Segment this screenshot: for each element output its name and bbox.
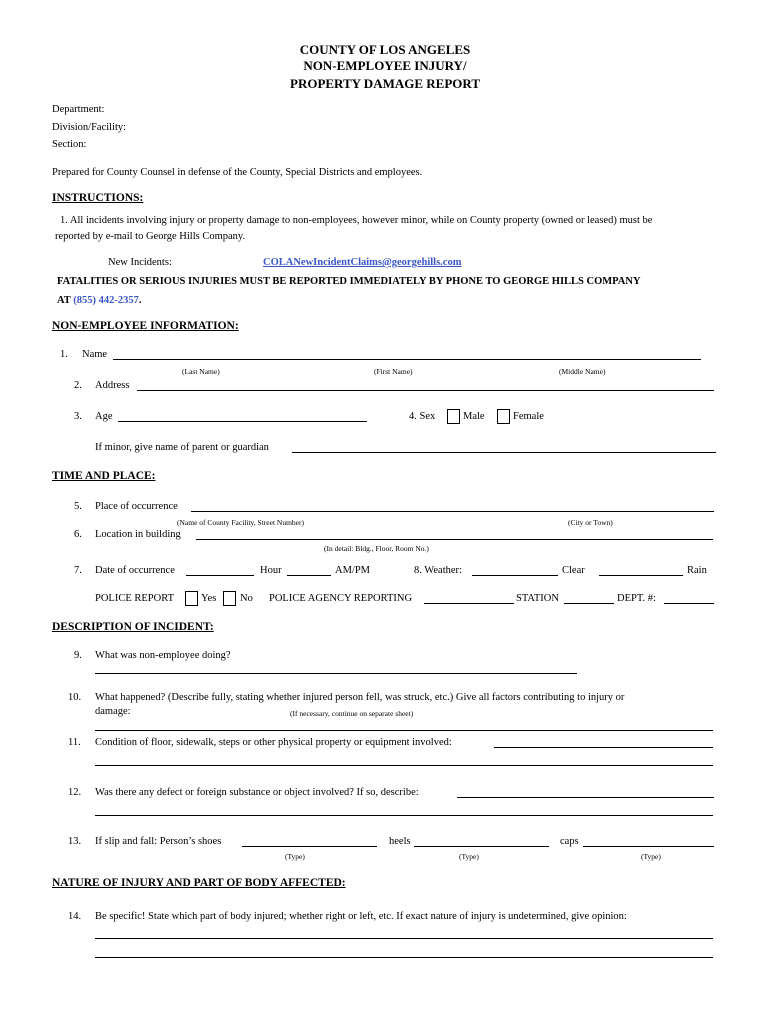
male-checkbox[interactable] (447, 409, 460, 424)
q13-number: 13. (68, 836, 82, 847)
police-no-checkbox[interactable] (223, 591, 236, 606)
female-checkbox[interactable] (497, 409, 510, 424)
last-name-hint: (Last Name) (182, 367, 220, 376)
separate-sheet-hint: (If necessary, continue on separate sheet) (290, 709, 414, 718)
q3-number: 3. (74, 411, 82, 422)
description-heading: DESCRIPTION OF INCIDENT: (52, 621, 214, 633)
email-link[interactable]: COLANewIncidentClaims@georgehills.com (263, 257, 462, 268)
division-label: Division/Facility: (52, 122, 127, 133)
time-place-heading: TIME AND PLACE: (52, 470, 156, 482)
condition-field-2[interactable] (95, 765, 713, 766)
fatalities-line: FATALITIES OR SERIOUS INJURIES MUST BE REPORTED IMMEDIATELY BY PHONE TO GEORGE HILLS COMPANY (57, 276, 641, 287)
q7-number: 7. (74, 565, 82, 576)
age-label: Age (95, 411, 113, 422)
q9-number: 9. (74, 650, 82, 661)
form-title-line3: PROPERTY DAMAGE REPORT (290, 76, 480, 91)
injury-field-2[interactable] (95, 957, 713, 958)
instructions-line1: 1. All incidents involving injury or property damage to non-employees, however minor, while on County property (owned or leased) must be (60, 215, 653, 226)
defect-field-2[interactable] (95, 815, 713, 816)
guardian-field[interactable] (292, 452, 716, 453)
specific-label: Be specific! State which part of body injured; whether right or left, etc. If exact nature of injury is undetermined, give opinion: (95, 911, 627, 922)
injury-field-1[interactable] (95, 938, 713, 939)
form-title-line2: NON-EMPLOYEE INJURY/ (303, 58, 467, 73)
name-field[interactable] (113, 359, 701, 360)
shoes-type-hint: (Type) (285, 852, 305, 861)
fatalities-at-label: AT (57, 295, 71, 306)
condition-label: Condition of floor, sidewalk, steps or other physical property or equipment involved: (95, 737, 452, 748)
address-field[interactable] (137, 390, 714, 391)
middle-name-hint: (Middle Name) (559, 367, 606, 376)
instructions-line2: reported by e-mail to George Hills Company. (55, 231, 246, 242)
hour-field[interactable] (287, 575, 331, 576)
nonemployee-heading: NON-EMPLOYEE INFORMATION: (52, 320, 239, 332)
date-field[interactable] (186, 575, 254, 576)
sex-label: 4. Sex (409, 411, 436, 422)
caps-field[interactable] (583, 846, 714, 847)
hour-label: Hour (260, 565, 282, 576)
happened-field[interactable] (95, 730, 713, 731)
minor-label: If minor, give name of parent or guardian (95, 442, 269, 453)
date-label: Date of occurrence (95, 565, 175, 576)
q14-number: 14. (68, 911, 82, 922)
location-field[interactable] (196, 539, 713, 540)
shoes-field[interactable] (242, 846, 377, 847)
heels-field[interactable] (414, 846, 549, 847)
fatalities-period: . (138, 295, 142, 306)
department-label: Department: (52, 104, 105, 115)
condition-field-1[interactable] (494, 747, 713, 748)
q6-number: 6. (74, 529, 82, 540)
new-incidents-label: New Incidents: (108, 257, 172, 268)
police-no-label: No (240, 593, 253, 604)
name-label: Name (82, 349, 108, 360)
male-label: Male (463, 411, 485, 422)
agency-label: POLICE AGENCY REPORTING (269, 593, 413, 604)
station-field[interactable] (564, 603, 614, 604)
heels-label: heels (389, 836, 411, 847)
q2-number: 2. (74, 380, 82, 391)
location-label: Location in building (95, 529, 181, 540)
caps-label: caps (560, 836, 579, 847)
section-label: Section: (52, 139, 87, 150)
place-label: Place of occurrence (95, 501, 178, 512)
weather-label: 8. Weather: (414, 565, 462, 576)
clear-label: Clear (562, 565, 585, 576)
police-yes-label: Yes (201, 593, 217, 604)
rain-label: Rain (687, 565, 707, 576)
police-report-label: POLICE REPORT (95, 593, 175, 604)
doing-field[interactable] (95, 673, 577, 674)
police-yes-checkbox[interactable] (185, 591, 198, 606)
dept-label: DEPT. #: (617, 593, 656, 604)
phone-number[interactable]: (855) 442-2357 (73, 295, 139, 306)
fatalities-at (57, 295, 142, 306)
instructions-heading: INSTRUCTIONS: (52, 192, 144, 204)
injury-heading: NATURE OF INJURY AND PART OF BODY AFFECTED: (52, 877, 346, 889)
happened-label: What happened? (Describe fully, stating whether injured person fell, was struck, etc.) Give all factors contributing to injury or (95, 692, 625, 703)
city-hint: (City or Town) (568, 518, 613, 527)
shoes-label: If slip and fall: Person’s shoes (95, 836, 222, 847)
defect-field-1[interactable] (457, 797, 714, 798)
detail-hint: (In detail: Bldg., Floor, Room No.) (324, 544, 429, 553)
heels-type-hint: (Type) (459, 852, 479, 861)
female-label: Female (513, 411, 544, 422)
weather-rain-field[interactable] (599, 575, 683, 576)
q1-number: 1. (60, 349, 68, 360)
form-title-line1: COUNTY OF LOS ANGELES (299, 42, 471, 57)
q5-number: 5. (74, 501, 82, 512)
place-field[interactable] (191, 511, 714, 512)
weather-clear-field[interactable] (472, 575, 558, 576)
doing-label: What was non-employee doing? (95, 650, 231, 661)
address-label: Address (95, 380, 130, 391)
damage-label: damage: (95, 706, 131, 717)
ampm-label: AM/PM (335, 565, 371, 576)
agency-field[interactable] (424, 603, 514, 604)
dept-field[interactable] (664, 603, 714, 604)
q11-number: 11. (68, 737, 81, 748)
defect-label: Was there any defect or foreign substance or object involved? If so, describe: (95, 787, 419, 798)
prepared-note: Prepared for County Counsel in defense of the County, Special Districts and employees. (52, 167, 423, 178)
first-name-hint: (First Name) (374, 367, 413, 376)
facility-hint: (Name of County Facility, Street Number) (177, 518, 304, 527)
age-field[interactable] (118, 421, 367, 422)
caps-type-hint: (Type) (641, 852, 661, 861)
q12-number: 12. (68, 787, 82, 798)
station-label: STATION (516, 593, 559, 604)
q10-number: 10. (68, 692, 82, 703)
